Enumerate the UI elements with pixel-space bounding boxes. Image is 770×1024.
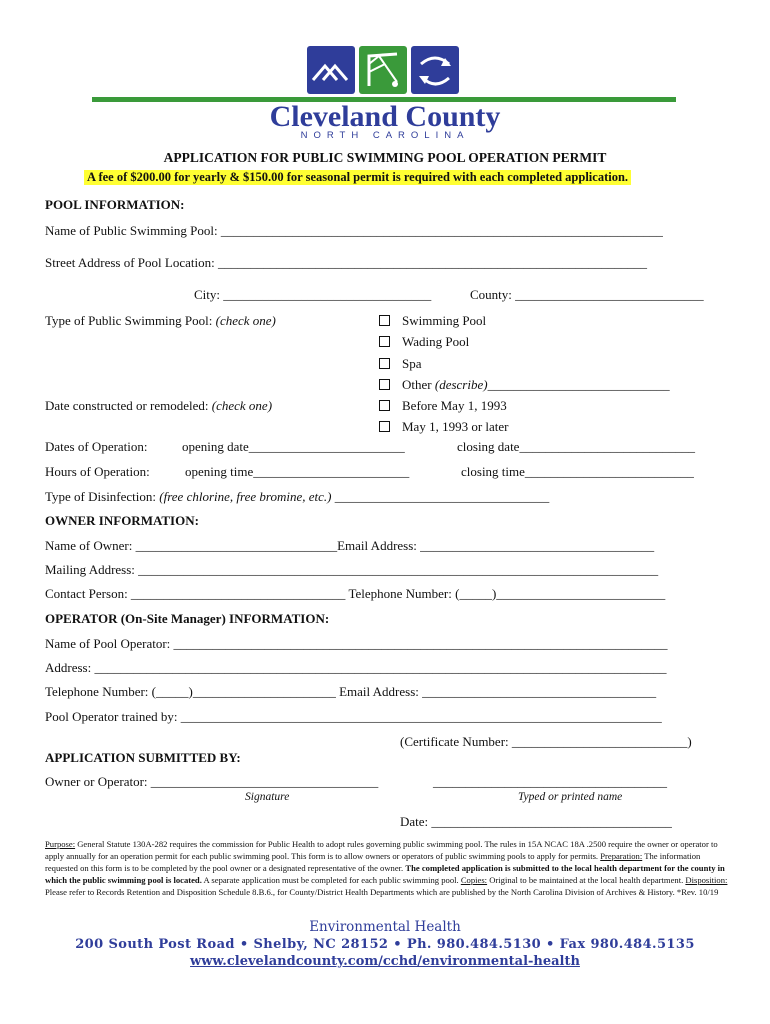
copies-label: Copies: [460, 875, 488, 885]
option-label: Swimming Pool [402, 313, 487, 328]
date-constructed-label [45, 398, 272, 414]
pool-type-text: Type of Public Swimming Pool: [45, 313, 216, 328]
date-field[interactable]: Date: _____________________________________ [400, 814, 672, 829]
operator-heading: OPERATOR (On-Site Manager) INFORMATION: [45, 611, 330, 626]
disinfection-field[interactable] [45, 489, 549, 505]
operator-name-field[interactable]: Name of Pool Operator: ____________________________________________________________________________ [45, 636, 668, 651]
county-logo [307, 46, 459, 96]
preparation-label: Preparation: [600, 851, 643, 861]
purpose-bold-text: The completed application is submitted to the local health department for the county in which the public swimming pool is located. [45, 863, 725, 885]
fee-notice: A fee of $200.00 for yearly & $150.00 for seasonal permit is required with each completed application. [84, 170, 631, 185]
pool-type-hint: (check one) [215, 313, 276, 328]
mailing-address-field[interactable]: Mailing Address: ________________________________________________________________________________ [45, 562, 659, 577]
house-icon [307, 46, 355, 94]
checkbox-wading-pool[interactable] [379, 334, 469, 350]
option-label: Other [402, 377, 435, 392]
checkbox-spa[interactable] [379, 356, 422, 372]
brand-name: Cleveland County [269, 100, 501, 133]
purpose-text [45, 838, 730, 898]
arrows-icon [411, 46, 459, 94]
disinfection-line[interactable]: _________________________________ [331, 489, 550, 504]
signature-field[interactable]: Owner or Operator: ___________________________________ [45, 774, 379, 789]
option-label: Spa [402, 356, 422, 371]
city-field[interactable]: City: ________________________________ [194, 287, 432, 302]
checkbox-icon[interactable] [379, 379, 390, 390]
typed-name-field[interactable]: ____________________________________ [433, 774, 667, 789]
purpose-text-1: General Statute 130A-282 requires the commission for Public Health to adopt rules governing public swimming pool. The rules in 15A NCAC 18A .2500 require the owner or operator to apply annually for an operation permit for each public swimming pool. This form is to allow owners or operators of public swimming pools to apply for permits. [45, 839, 718, 861]
checkbox-after-1993[interactable] [379, 419, 509, 435]
footer-department: Environmental Health [309, 919, 461, 935]
contact-phone-field[interactable]: Contact Person: _________________________________ Telephone Number: (_____)__________________________ [45, 586, 666, 601]
option-label: Wading Pool [402, 334, 470, 349]
purpose-text-3: A separate application must be completed for each public swimming pool. [201, 875, 461, 885]
purpose-text-5: Please refer to Records Retention and Disposition Schedule 8.B.6., for County/District Health Departments which are published by the North Carolina Division of Archives & History. *Rev. 10/19 [45, 887, 719, 897]
dates-operation-label: Dates of Operation: [45, 439, 148, 454]
closing-time-field[interactable]: closing time__________________________ [461, 464, 694, 479]
operator-phone-email-field[interactable]: Telephone Number: (_____)______________________ Email Address: ____________________________________ [45, 684, 657, 699]
submitted-heading: APPLICATION SUBMITTED BY: [45, 750, 241, 765]
purpose-text-2: The information requested on this form is to be completed by the pool owner or a designated representative of the owner. [45, 851, 701, 873]
checkbox-swimming-pool[interactable] [379, 313, 486, 329]
footer-website-link[interactable]: www.clevelandcounty.com/cchd/environmental-health [190, 954, 580, 969]
signature-caption: Signature [245, 791, 290, 803]
pool-name-field[interactable]: Name of Public Swimming Pool: ____________________________________________________________________ [45, 223, 663, 238]
checkbox-before-1993[interactable] [379, 398, 507, 414]
closing-date-field[interactable]: closing date___________________________ [457, 439, 695, 454]
checkbox-other[interactable] [379, 377, 670, 393]
checkbox-icon[interactable] [379, 336, 390, 347]
purpose-label: Purpose: [45, 839, 76, 849]
disinfection-label: Type of Disinfection: [45, 489, 160, 504]
checkbox-icon[interactable] [379, 315, 390, 326]
street-address-field[interactable]: Street Address of Pool Location: __________________________________________________________________ [45, 255, 647, 270]
owner-heading: OWNER INFORMATION: [45, 513, 199, 528]
opening-date-field[interactable]: opening date________________________ [182, 439, 405, 454]
date-constructed-hint: (check one) [211, 398, 273, 413]
county-field[interactable]: County: _____________________________ [470, 287, 704, 302]
crane-icon [359, 46, 407, 94]
option-hint: (describe) [434, 377, 488, 392]
disinfection-hint: (free chlorine, free bromine, etc.) [159, 489, 332, 504]
checkbox-icon[interactable] [379, 400, 390, 411]
certificate-number-field[interactable]: (Certificate Number: ___________________________) [400, 734, 692, 749]
pool-heading: POOL INFORMATION: [45, 197, 185, 212]
date-constructed-text: Date constructed or remodeled: [45, 398, 212, 413]
other-describe-field[interactable]: ____________________________ [487, 377, 670, 392]
owner-name-email-field[interactable]: Name of Owner: _______________________________Email Address: ____________________________________ [45, 538, 655, 553]
hours-operation-label: Hours of Operation: [45, 464, 150, 479]
pool-type-label [45, 313, 276, 329]
operator-trained-field[interactable]: Pool Operator trained by: __________________________________________________________________________ [45, 709, 662, 724]
footer-address: 200 South Post Road • Shelby, NC 28152 • Ph. 980.484.5130 • Fax 980.484.5135 [75, 937, 695, 952]
opening-time-field[interactable]: opening time________________________ [185, 464, 410, 479]
option-label: Before May 1, 1993 [402, 398, 507, 413]
checkbox-icon[interactable] [379, 421, 390, 432]
checkbox-icon[interactable] [379, 358, 390, 369]
page-title: APPLICATION FOR PUBLIC SWIMMING POOL OPERATION PERMIT [163, 150, 607, 165]
operator-address-field[interactable]: Address: ________________________________________________________________________________________ [45, 660, 667, 675]
typed-name-caption: Typed or printed name [518, 791, 623, 803]
purpose-text-4: Original to be maintained at the local health department. [487, 875, 686, 885]
brand-state: NORTH CAROLINA [300, 130, 470, 141]
disposition-label: Disposition: [685, 875, 728, 885]
option-label: May 1, 1993 or later [402, 419, 509, 434]
